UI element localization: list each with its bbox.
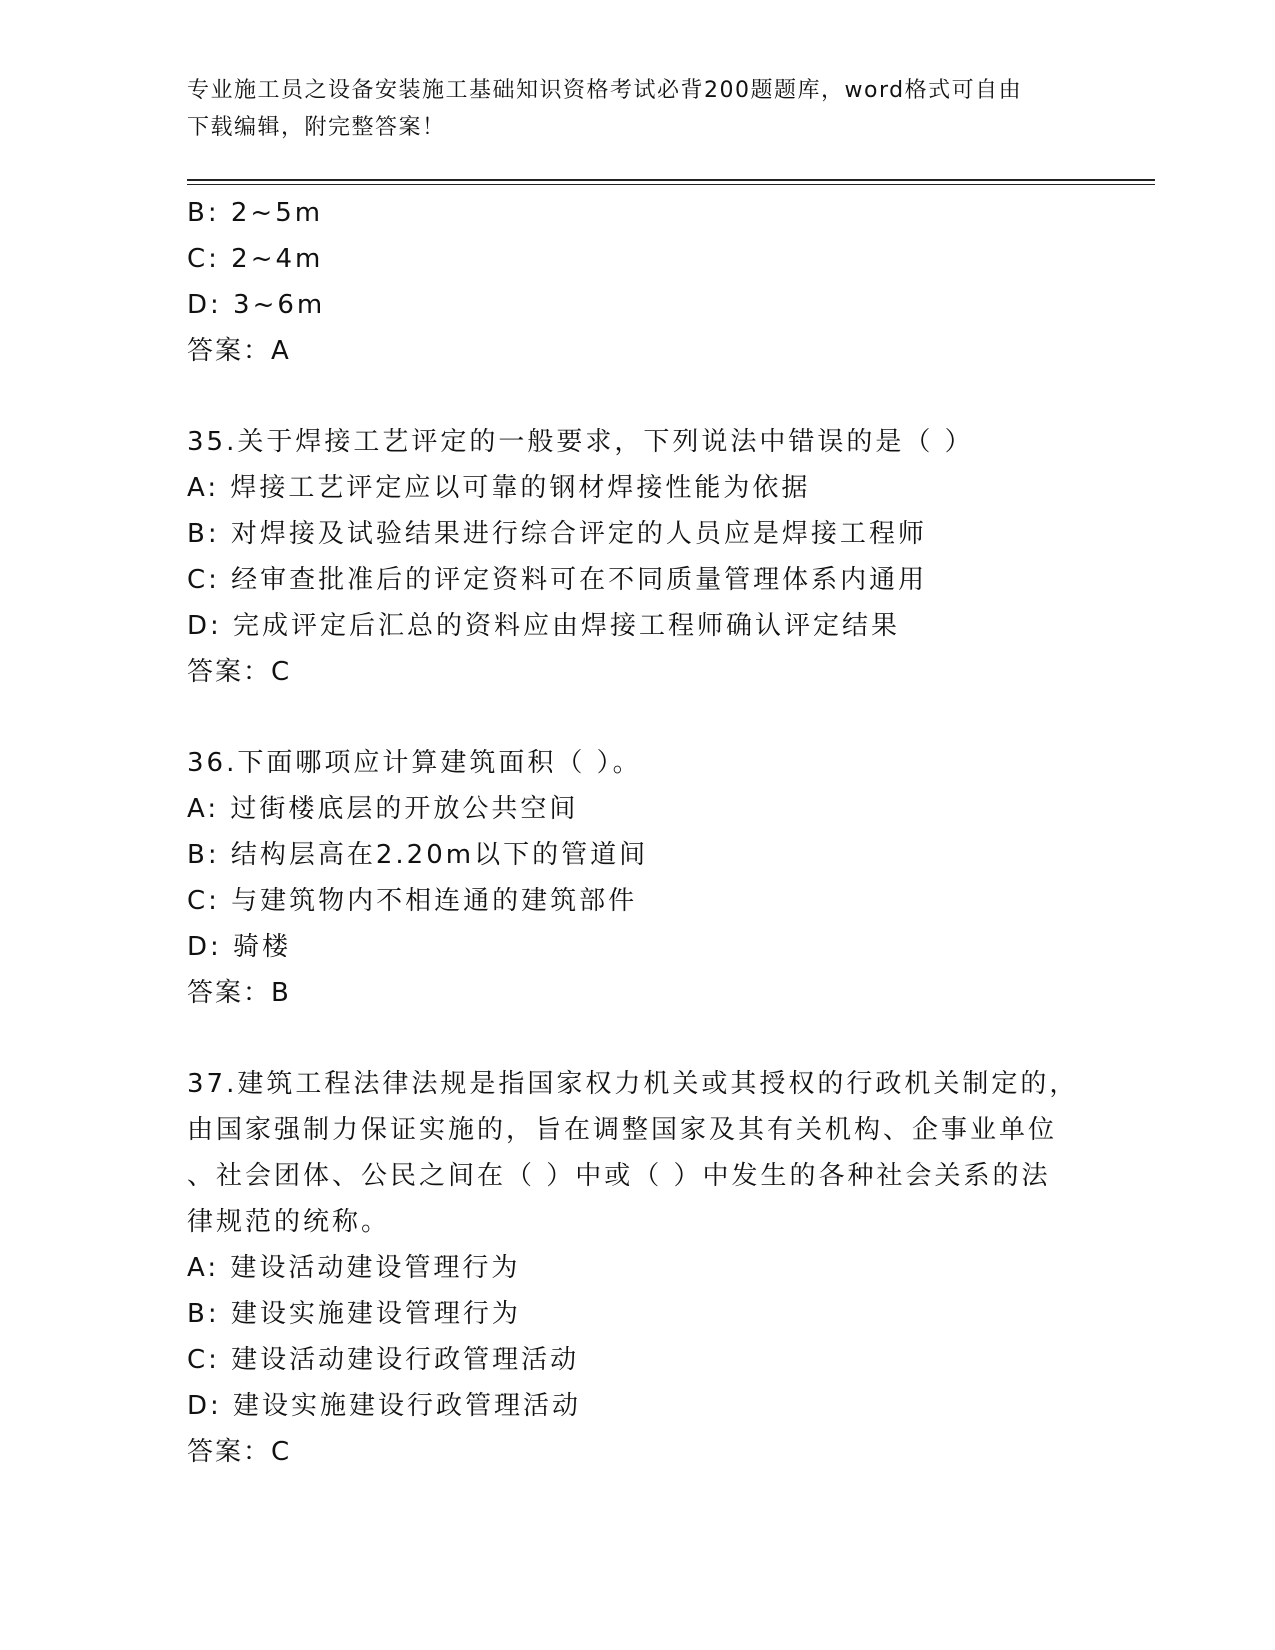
spacer [187,1016,1067,1061]
question-stem: 35.关于焊接工艺评定的一般要求，下列说法中错误的是（ ） [187,427,974,457]
option-a: A: 过街楼底层的开放公共空间 [187,794,579,824]
answer-line: 答案：A [187,336,291,366]
page-header [187,72,1067,146]
option-b: B: 对焊接及试验结果进行综合评定的人员应是焊接工程师 [187,519,927,549]
question-content [187,190,1079,1475]
answer-line: 答案：C [187,1437,292,1467]
question-block-35 [187,419,1067,695]
option-c: C: 建设活动建设行政管理活动 [187,1345,580,1375]
option-c: C: 经审查批准后的评定资料可在不同质量管理体系内通用 [187,565,928,595]
question-stem-line-4: 律规范的统称。 [187,1207,391,1237]
question-stem: 36.下面哪项应计算建筑面积（ ）。 [187,748,642,778]
spacer [187,374,1067,419]
question-block-34 [187,190,1067,374]
header-line-2: 下载编辑，附完整答案！ [187,115,446,140]
option-b: B: 结构层高在2.20m以下的管道间 [187,840,649,870]
option-b: B: 2~5m [187,198,324,228]
header-line-1: 专业施工员之设备安装施工基础知识资格考试必背200题题库，word格式可自由 [187,78,1023,103]
option-b: B: 建设实施建设管理行为 [187,1299,521,1329]
option-a: A: 焊接工艺评定应以可靠的钢材焊接性能为依据 [187,473,811,503]
option-c: C: 与建筑物内不相连通的建筑部件 [187,886,638,916]
spacer [187,695,1067,740]
option-c: C: 2~4m [187,244,324,274]
header-divider-thin [187,184,1155,185]
option-d: D: 骑楼 [187,932,292,962]
answer-line: 答案：C [187,657,292,687]
question-stem-line-3: 、社会团体、公民之间在（ ）中或（ ）中发生的各种社会关系的法 [187,1161,1051,1191]
option-d: D: 3~6m [187,290,326,320]
answer-line: 答案：B [187,978,291,1008]
question-block-36 [187,740,1067,1016]
header-divider [187,179,1155,181]
question-stem-line-2: 由国家强制力保证实施的，旨在调整国家及其有关机构、企事业单位 [187,1115,1058,1145]
option-a: A: 建设活动建设管理行为 [187,1253,521,1283]
option-d: D: 建设实施建设行政管理活动 [187,1391,582,1421]
question-stem-line-1: 37.建筑工程法律法规是指国家权力机关或其授权的行政机关制定的， [187,1069,1079,1099]
question-block-37 [187,1061,1079,1475]
option-d: D: 完成评定后汇总的资料应由焊接工程师确认评定结果 [187,611,901,641]
